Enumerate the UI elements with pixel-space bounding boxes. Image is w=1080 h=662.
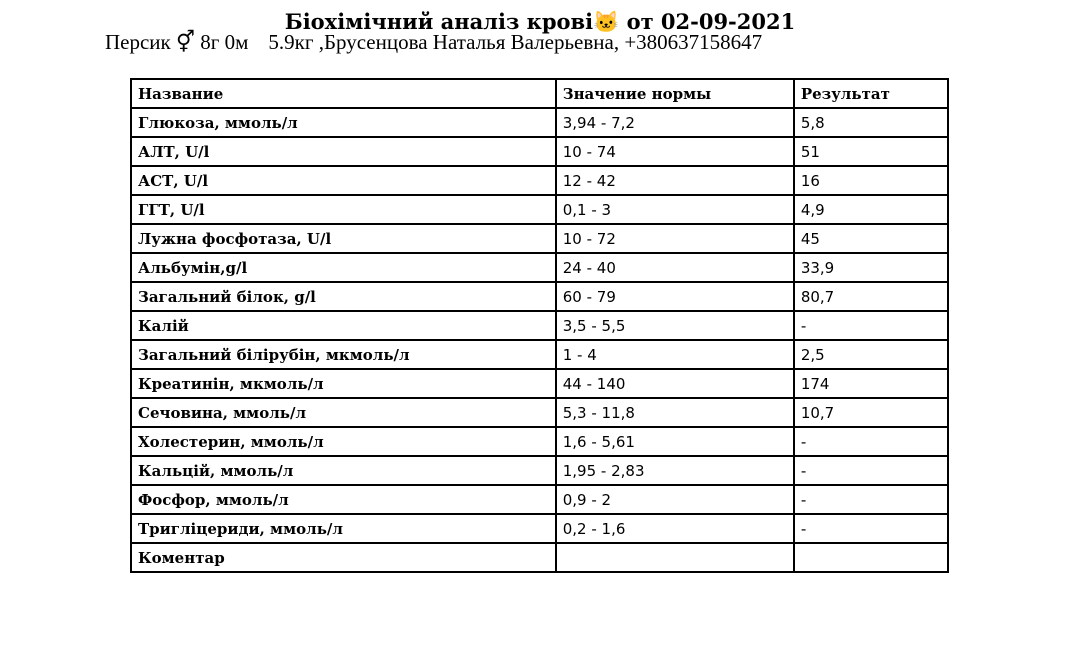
row-result: -: [794, 311, 948, 340]
row-norm: 1 - 4: [556, 340, 794, 369]
row-result: 5,8: [794, 108, 948, 137]
row-result: 80,7: [794, 282, 948, 311]
row-norm: 5,3 - 11,8: [556, 398, 794, 427]
row-result: 10,7: [794, 398, 948, 427]
column-header-name: Название: [131, 79, 556, 108]
row-result: -: [794, 485, 948, 514]
table-row: [131, 166, 948, 195]
table-row: [131, 224, 948, 253]
table-row: [131, 253, 948, 282]
row-norm: 0,9 - 2: [556, 485, 794, 514]
row-result: 174: [794, 369, 948, 398]
table-row: [131, 398, 948, 427]
row-name: Загальний білірубін, мкмоль/л: [131, 340, 556, 369]
row-name: Калій: [131, 311, 556, 340]
row-norm: 3,94 - 7,2: [556, 108, 794, 137]
row-name: Креатинін, мкмоль/л: [131, 369, 556, 398]
row-result: 33,9: [794, 253, 948, 282]
row-result: 51: [794, 137, 948, 166]
row-result: -: [794, 427, 948, 456]
table-header-row: [131, 79, 948, 108]
patient-info: [105, 28, 762, 56]
column-header-result: Результат: [794, 79, 948, 108]
owner-info: 5.9кг ,Брусенцова Наталья Валерьевна, +380637158647: [268, 30, 763, 54]
row-norm: 1,6 - 5,61: [556, 427, 794, 456]
report-title: Біохімічний аналіз крові🐱 от 02-09-2021: [284, 9, 796, 34]
row-result: -: [794, 456, 948, 485]
row-norm: 60 - 79: [556, 282, 794, 311]
row-norm: 0,2 - 1,6: [556, 514, 794, 543]
row-result: 2,5: [794, 340, 948, 369]
row-result: 16: [794, 166, 948, 195]
patient-name: Персик ⚥ 8г 0м: [105, 30, 249, 54]
table-row: [131, 369, 948, 398]
row-result: 4,9: [794, 195, 948, 224]
row-name: ГГТ, U/l: [131, 195, 556, 224]
table-row: [131, 427, 948, 456]
table-row: [131, 514, 948, 543]
row-name: АСТ, U/l: [131, 166, 556, 195]
row-name: Альбумін,g/l: [131, 253, 556, 282]
row-name: Глюкоза, ммоль/л: [131, 108, 556, 137]
row-result: 45: [794, 224, 948, 253]
comment-label: Коментар: [131, 543, 556, 572]
row-norm: 12 - 42: [556, 166, 794, 195]
table-row: [131, 195, 948, 224]
row-name: АЛТ, U/l: [131, 137, 556, 166]
table-row: [131, 340, 948, 369]
table-row: [131, 456, 948, 485]
row-norm: 0,1 - 3: [556, 195, 794, 224]
row-norm: 44 - 140: [556, 369, 794, 398]
table-row: [131, 137, 948, 166]
row-name: Лужна фосфотаза, U/l: [131, 224, 556, 253]
row-name: Сечовина, ммоль/л: [131, 398, 556, 427]
row-norm: 24 - 40: [556, 253, 794, 282]
row-name: Холестерин, ммоль/л: [131, 427, 556, 456]
row-norm: 10 - 74: [556, 137, 794, 166]
row-norm: 3,5 - 5,5: [556, 311, 794, 340]
comment-result: [794, 543, 948, 572]
row-name: Кальцій, ммоль/л: [131, 456, 556, 485]
comment-row: [131, 543, 948, 572]
column-header-norm: Значение нормы: [556, 79, 794, 108]
row-name: Загальний білок, g/l: [131, 282, 556, 311]
row-name: Фосфор, ммоль/л: [131, 485, 556, 514]
table-row: [131, 108, 948, 137]
row-result: -: [794, 514, 948, 543]
comment-norm: [556, 543, 794, 572]
table-row: [131, 485, 948, 514]
results-table: [130, 78, 949, 573]
row-norm: 1,95 - 2,83: [556, 456, 794, 485]
table-row: [131, 311, 948, 340]
table-row: [131, 282, 948, 311]
row-name: Тригліцериди, ммоль/л: [131, 514, 556, 543]
row-norm: 10 - 72: [556, 224, 794, 253]
